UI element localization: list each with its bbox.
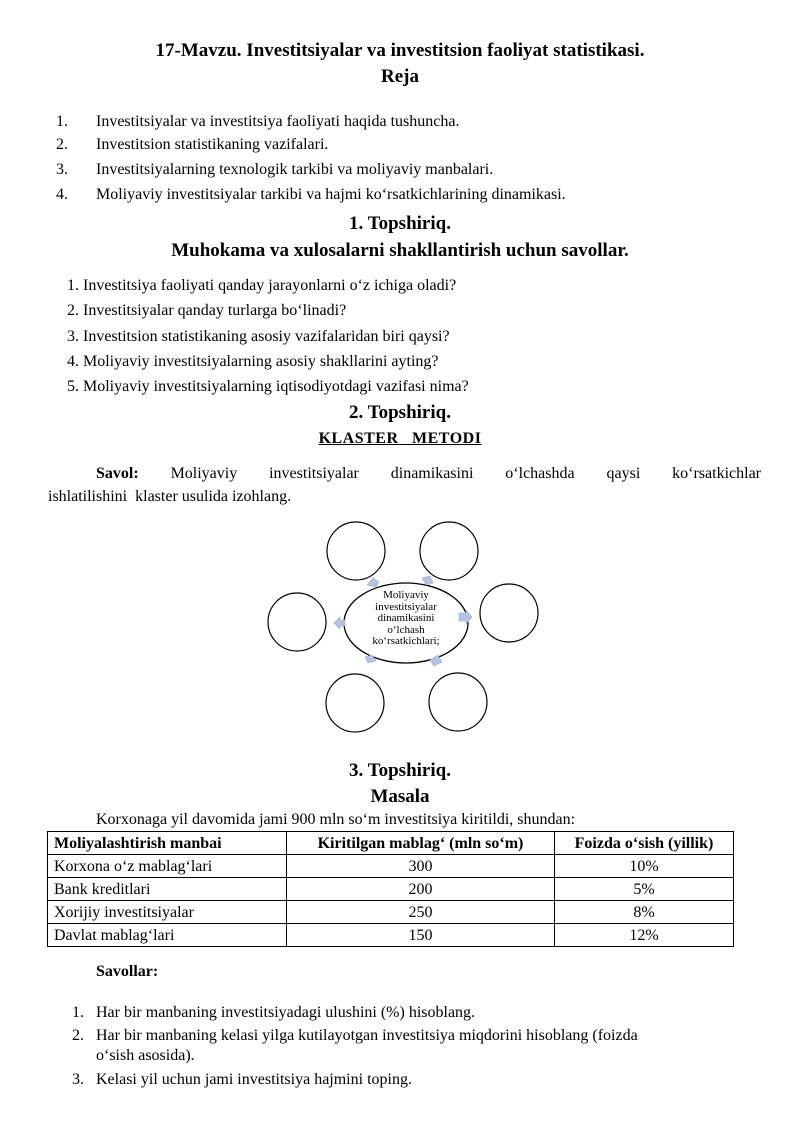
column-header: Kiritilgan mablag‘ (mln so‘m): [287, 832, 555, 855]
table-cell: 5%: [555, 878, 734, 901]
question-item: 5. Moliyaviy investitsiyalarning iqtisodiyotdagi vazifasi nima?: [67, 378, 469, 395]
cluster-node-top-left: [327, 522, 385, 580]
table-header-row: [48, 832, 734, 855]
table-cell: Bank kreditlari: [48, 878, 287, 901]
column-header: Foizda o‘sish (yillik): [555, 832, 734, 855]
arrow-icon: [367, 578, 379, 587]
table-cell: 8%: [555, 901, 734, 924]
page-subtitle: Reja: [381, 66, 419, 87]
question-item: 2. Investitsiyalar qanday turlarga bo‘linadi?: [67, 302, 347, 319]
task3-intro: Korxonaga yil davomida jami 900 mln so‘m investitsiya kiritildi, shundan:: [96, 811, 576, 828]
table-row: [48, 855, 734, 878]
column-header: Moliyalashtirish manbai: [48, 832, 287, 855]
question-item: 4. Moliyaviy investitsiyalarning asosiy shakllarini ayting?: [67, 353, 439, 370]
table-cell: 12%: [555, 924, 734, 947]
questions-title: Savollar:: [96, 963, 159, 980]
table-cell: 150: [287, 924, 555, 947]
plan-item-text: Investitsiyalarning texnologik tarkibi va moliyaviy manbalari.: [96, 161, 494, 178]
question-text: Kelasi yil uchun jami investitsiya hajmini toping.: [96, 1071, 412, 1088]
table-cell: 300: [287, 855, 555, 878]
cluster-node-top-right: [420, 522, 478, 580]
question-item: 3. Investitsion statistikaning asosiy vazifalaridan biri qaysi?: [67, 328, 450, 345]
arrow-icon: [334, 617, 345, 629]
investment-table: [47, 831, 734, 947]
task3-heading: 3. Topshiriq.: [349, 760, 451, 781]
question-text: Har bir manbaning investitsiyadagi ulushini (%) hisoblang.: [96, 1004, 476, 1021]
plan-item-number: 1.: [56, 113, 68, 130]
plan-item-number: 3.: [56, 161, 68, 178]
table-row: [48, 901, 734, 924]
table-cell: 10%: [555, 855, 734, 878]
table-cell: 250: [287, 901, 555, 924]
savol-label: Savol:: [96, 465, 139, 482]
question-text: Har bir manbaning kelasi yilga kutilayotgan investitsiya miqdorini hisoblang (foizda: [96, 1027, 638, 1044]
plan-item-text: Investitsiyalar va investitsiya faoliyati haqida tushuncha.: [96, 113, 460, 130]
savol-paragraph-line2: ishlatilishini klaster usulida izohlang.: [48, 488, 292, 505]
question-number: 2.: [72, 1027, 84, 1044]
question-item: 1. Investitsiya faoliyati qanday jarayonlarni o‘z ichiga oladi?: [67, 277, 457, 294]
plan-item-number: 2.: [56, 136, 68, 153]
task1-heading: 1. Topshiriq.: [349, 213, 451, 234]
method-title: KLASTER METODI: [318, 430, 482, 447]
table-row: [48, 878, 734, 901]
cluster-center-line: o‘lchash: [387, 623, 425, 636]
arrow-icon: [422, 576, 433, 585]
cluster-center-line: Moliyaviy: [383, 589, 429, 601]
cluster-node-right: [480, 584, 538, 642]
page-title: 17-Mavzu. Investitsiyalar va investitsion faoliyat statistikasi.: [155, 40, 645, 61]
question-number: 1.: [72, 1004, 84, 1021]
cluster-center-line: investitsiyalar: [375, 600, 437, 613]
question-text: o‘sish asosida).: [96, 1047, 195, 1064]
cluster-center-text: [345, 590, 467, 648]
task1-subheading: Muhokama va xulosalarni shakllantirish uchun savollar.: [171, 240, 629, 261]
cluster-node-bottom-left: [326, 674, 384, 732]
table-cell: Davlat mablag‘lari: [48, 924, 287, 947]
savol-text: Moliyaviy investitsiyalar dinamikasini o‘lchashda qaysi ko‘rsatkichlar: [170, 465, 761, 482]
question-number: 3.: [72, 1071, 84, 1088]
cluster-center-line: dinamikasini: [377, 612, 435, 624]
plan-item-text: Moliyaviy investitsiyalar tarkibi va hajmi ko‘rsatkichlarining dinamikasi.: [96, 186, 566, 203]
table-cell: 200: [287, 878, 555, 901]
cluster-center-line: ko‘rsatkichlari;: [372, 635, 440, 647]
cluster-node-left: [268, 593, 326, 651]
savol-paragraph-line1: [96, 465, 761, 483]
task3-subheading: Masala: [370, 786, 430, 807]
table-cell: Xorijiy investitsiyalar: [48, 901, 287, 924]
table-row: [48, 924, 734, 947]
task2-heading: 2. Topshiriq.: [349, 402, 451, 423]
table-cell: Korxona o‘z mablag‘lari: [48, 855, 287, 878]
plan-item-text: Investitsion statistikaning vazifalari.: [96, 136, 329, 153]
plan-item-number: 4.: [56, 186, 68, 203]
cluster-node-bottom-right: [429, 673, 487, 731]
